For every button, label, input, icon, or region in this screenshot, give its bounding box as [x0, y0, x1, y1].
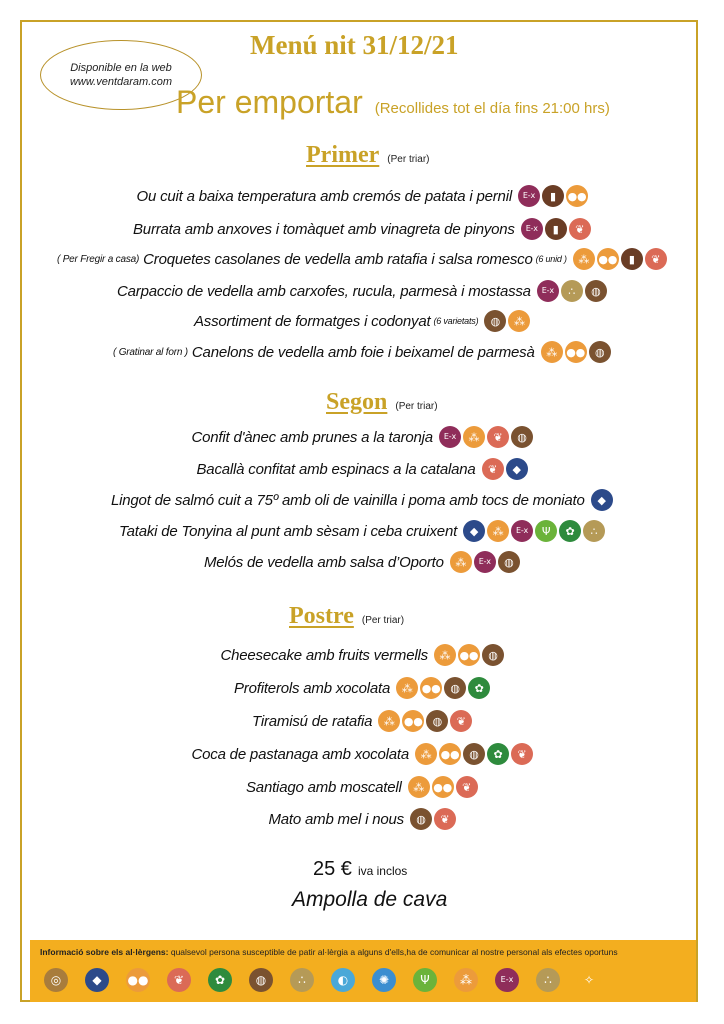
dish-allergen-icons: [406, 776, 478, 798]
dish-name: Cheesecake amb fruits vermells: [220, 646, 428, 664]
dish-name: Tataki de Tonyina al punt amb sèsam i ceba cruixent: [119, 522, 458, 540]
soy-allergen-icon: ✿: [208, 968, 232, 992]
gluten-allergen-icon: ⁂: [508, 310, 530, 332]
dish-name: Canelons de vedella amb foie i beixamel de parmesà: [191, 343, 535, 361]
postre-dish-item: [234, 675, 490, 701]
nuts-allergen-icon: ❦: [482, 458, 504, 480]
dairy-allergen-icon: E-x: [511, 520, 533, 542]
nuts-allergen-icon: ❦: [434, 808, 456, 830]
celery-allergen-icon: Ψ: [413, 968, 437, 992]
soy-allergen-icon: ✿: [559, 520, 581, 542]
dairy-allergen-icon: E-x: [518, 185, 540, 207]
dish-name: Lingot de salmó cuit a 75º amb oli de vainilla i poma amb tocs de moniato: [111, 491, 585, 509]
dish-prep-note: ( Per Fregir a casa): [57, 253, 140, 265]
gluten-allergen-icon: ⁂: [396, 677, 418, 699]
dish-name: Coca de pastanaga amb xocolata: [191, 745, 409, 763]
dish-name: Melós de vedella amb salsa d’Oporto: [204, 553, 444, 571]
gluten-allergen-icon: ⁂: [450, 551, 472, 573]
gluten-allergen-icon: ⁂: [434, 644, 456, 666]
dish-name: Carpaccio de vedella amb carxofes, rucula, parmesà i mostassa: [117, 282, 531, 300]
mustard-allergen-icon: ◍: [482, 644, 504, 666]
dairy-allergen-icon: E-x: [495, 968, 519, 992]
dish-name: Tiramisú de ratafia: [252, 712, 373, 730]
egg-allergen-icon: ●●: [432, 776, 454, 798]
segon-dish-item: [204, 549, 520, 575]
dish-name: Bacallà confitat amb espinacs a la catalana: [196, 460, 476, 478]
dairy-allergen-icon: E-x: [439, 426, 461, 448]
egg-allergen-icon: ●●: [439, 743, 461, 765]
primer-dish-item: [137, 183, 588, 209]
dish-name: Croquetes casolanes de vedella amb ratafia i salsa romesco: [143, 250, 533, 268]
nuts-allergen-icon: ❦: [569, 218, 591, 240]
egg-allergen-icon: ●●: [566, 185, 588, 207]
gluten-allergen-icon: ⁂: [541, 341, 563, 363]
dish-name: Santiago amb moscatell: [246, 778, 402, 796]
primer-dish-item: [117, 278, 607, 304]
egg-allergen-icon: ●●: [458, 644, 480, 666]
primer-dish-item: [57, 246, 667, 272]
mustard-allergen-icon: ◍: [498, 551, 520, 573]
postre-dish-item: [192, 741, 533, 767]
allergen-info: [40, 947, 618, 957]
dish-allergen-icons: [539, 341, 611, 363]
egg-allergen-icon: ●●: [565, 341, 587, 363]
egg-allergen-icon: ●●: [402, 710, 424, 732]
primer-dish-item: [194, 308, 530, 334]
section-segon-heading: [326, 389, 438, 416]
nuts-allergen-icon: ❦: [167, 968, 191, 992]
price-note: iva inclos: [357, 864, 408, 878]
postre-dish-item: [221, 642, 504, 668]
gluten-allergen-icon: ⁂: [463, 426, 485, 448]
availability-url[interactable]: www.ventdaram.com: [69, 76, 173, 88]
subtitle-row: [176, 84, 610, 121]
gluten-allergen-icon: ⁂: [408, 776, 430, 798]
dish-allergen-icons: [413, 743, 533, 765]
soy-allergen-icon: ✿: [487, 743, 509, 765]
mustard-allergen-icon: ◍: [511, 426, 533, 448]
postre-dish-item: [252, 708, 472, 734]
takeaway-label: Per emportar: [176, 84, 363, 120]
segon-dish-item: [192, 424, 533, 450]
dish-quantity-note: (6 unid ): [535, 254, 567, 264]
sesame-allergen-icon: ∴: [583, 520, 605, 542]
fish-allergen-icon: ◆: [85, 968, 109, 992]
allergen-info-label: Informació sobre els al·lèrgens:: [40, 947, 169, 957]
sulphites-allergen-icon: ▮: [542, 185, 564, 207]
sesame-allergen-icon: ∴: [290, 968, 314, 992]
dish-allergen-icons: [461, 520, 605, 542]
dish-allergen-icons: [535, 280, 607, 302]
availability-line-1: Disponible en la web: [70, 62, 172, 74]
nuts-allergen-icon: ❦: [487, 426, 509, 448]
gluten-allergen-icon: ⁂: [378, 710, 400, 732]
primer-dish-item: [113, 339, 611, 365]
nuts-allergen-icon: ❦: [645, 248, 667, 270]
postre-dish-item: [269, 806, 456, 832]
dish-prep-note: ( Gratinar al forn ): [113, 346, 188, 358]
section-segon-note: (Per triar): [395, 401, 438, 412]
dish-name: Ou cuit a baixa temperatura amb cremós de patata i pernil: [136, 187, 512, 205]
crustaceans-allergen-icon: ✺: [372, 968, 396, 992]
nuts-allergen-icon: ❦: [511, 743, 533, 765]
dish-allergen-icons: [432, 644, 504, 666]
dish-name: Assortiment de formatges i codonyat: [194, 312, 431, 330]
section-postre-title: Postre: [289, 603, 354, 629]
dish-allergen-icons: [448, 551, 520, 573]
celery-allergen-icon: Ψ: [535, 520, 557, 542]
postre-dish-item: [246, 774, 478, 800]
dairy-allergen-icon: E-x: [474, 551, 496, 573]
dish-name: Burrata amb anxoves i tomàquet amb vinagreta de pinyons: [133, 220, 515, 238]
dish-name: Confit d'ànec amb prunes a la taronja: [191, 428, 433, 446]
dish-allergen-icons: [394, 677, 490, 699]
dish-name: Mato amb mel i nous: [268, 810, 404, 828]
egg-allergen-icon: ●●: [126, 968, 150, 992]
allergen-info-text: qualsevol persona susceptible de patir al·lèrgia a alguns d'ells,ha de comunicar al nostre personal als efectes oportuns: [168, 947, 618, 957]
mustard-allergen-icon: ◍: [444, 677, 466, 699]
menu-title: Menú nit 31/12/21: [250, 30, 459, 60]
mustard-allergen-icon: ◍: [426, 710, 448, 732]
gluten-allergen-icon: ⁂: [415, 743, 437, 765]
nuts-allergen-icon: ❦: [456, 776, 478, 798]
mustard-allergen-icon: ◍: [249, 968, 273, 992]
section-primer-heading: [306, 142, 430, 169]
fish-allergen-icon: ◆: [591, 489, 613, 511]
dish-name: Profiterols amb xocolata: [234, 679, 391, 697]
primer-dish-item: [133, 216, 591, 242]
soy-allergen-icon: ✿: [468, 677, 490, 699]
peanuts-allergen-icon: ◎: [44, 968, 68, 992]
sesame-allergen-icon: ∴: [561, 280, 583, 302]
sesame-allergen-icon: ∴: [536, 968, 560, 992]
fish-allergen-icon: ◆: [463, 520, 485, 542]
allergen-legend-icons: [44, 968, 618, 992]
dish-allergen-icons: [519, 218, 591, 240]
dairy-allergen-icon: E-x: [521, 218, 543, 240]
dish-quantity-note: (6 varietats): [433, 316, 479, 326]
mustard-allergen-icon: ◍: [484, 310, 506, 332]
dish-allergen-icons: [408, 808, 456, 830]
lupin-allergen-icon: ✧: [577, 968, 601, 992]
egg-allergen-icon: ●●: [597, 248, 619, 270]
price-row: [313, 858, 407, 881]
dish-allergen-icons: [571, 248, 667, 270]
dish-allergen-icons: [482, 310, 530, 332]
molluscs-allergen-icon: ◐: [331, 968, 355, 992]
cava-note: Ampolla de cava: [292, 888, 448, 911]
gluten-allergen-icon: ⁂: [454, 968, 478, 992]
mustard-allergen-icon: ◍: [463, 743, 485, 765]
dish-allergen-icons: [376, 710, 472, 732]
egg-allergen-icon: ●●: [420, 677, 442, 699]
mustard-allergen-icon: ◍: [589, 341, 611, 363]
nuts-allergen-icon: ❦: [450, 710, 472, 732]
mustard-allergen-icon: ◍: [585, 280, 607, 302]
gluten-allergen-icon: ⁂: [573, 248, 595, 270]
price-amount: 25 €: [313, 858, 352, 880]
section-postre-note: (Per triar): [361, 615, 405, 626]
sulphites-allergen-icon: ▮: [545, 218, 567, 240]
section-primer-note: (Per triar): [387, 154, 430, 165]
segon-dish-item: [197, 456, 528, 482]
dish-allergen-icons: [437, 426, 533, 448]
sulphites-allergen-icon: ▮: [621, 248, 643, 270]
gluten-allergen-icon: ⁂: [487, 520, 509, 542]
dish-allergen-icons: [589, 489, 613, 511]
dish-allergen-icons: [480, 458, 528, 480]
mustard-allergen-icon: ◍: [410, 808, 432, 830]
fish-allergen-icon: ◆: [506, 458, 528, 480]
section-segon-title: Segon: [326, 389, 388, 415]
pickup-note: (Recollides tot el día fins 21:00 hrs): [374, 100, 610, 117]
section-primer-title: Primer: [306, 142, 380, 168]
dairy-allergen-icon: E-x: [537, 280, 559, 302]
segon-dish-item: [111, 487, 613, 513]
dish-allergen-icons: [516, 185, 588, 207]
section-postre-heading: [289, 603, 404, 630]
segon-dish-item: [119, 518, 605, 544]
allergen-footer: [30, 940, 696, 1002]
